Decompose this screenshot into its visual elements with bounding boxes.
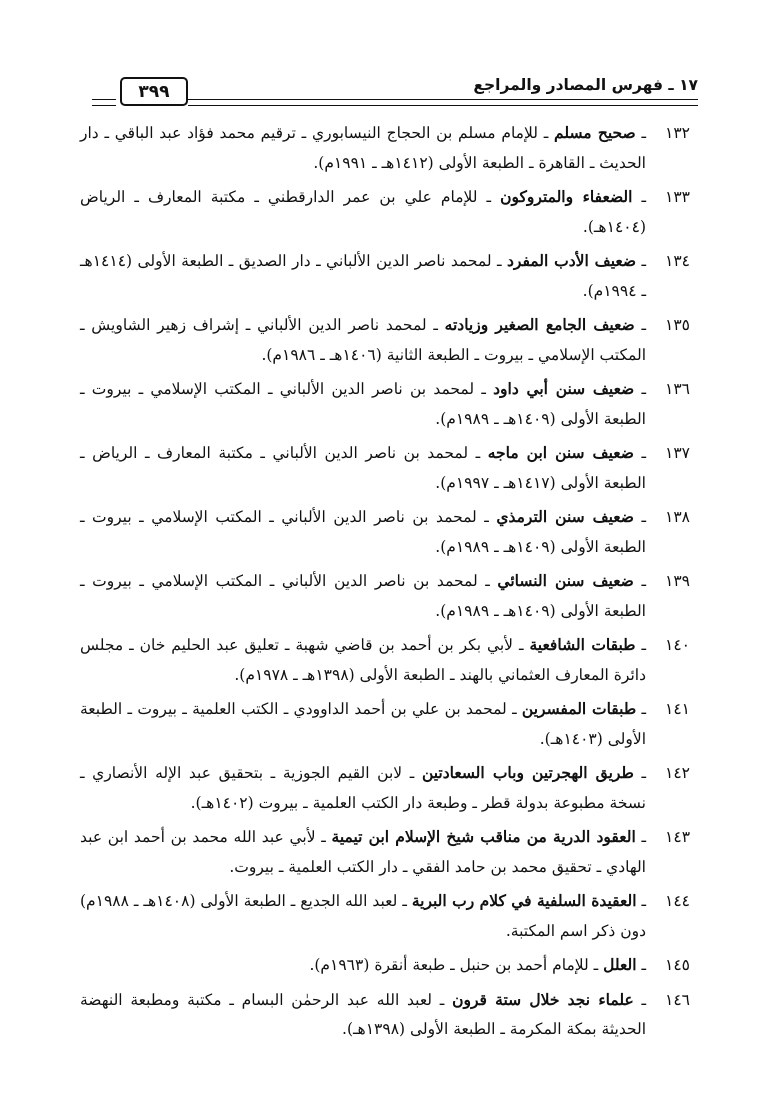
entry-details: للإمام مسلم بن الحجاج النيسابوري ـ ترقيم محمد فؤاد عبد الباقي ـ دار الحديث ـ القاهرة ـ الطبعة الأولى (١٤١٢هـ ـ ١٩٩١م). bbox=[80, 124, 646, 172]
entry-details: للإمام أحمد بن حنبل ـ طبعة أنقرة (١٩٦٣م). bbox=[309, 956, 589, 974]
entry-separator: ـ bbox=[477, 572, 498, 590]
entry-details: لمحمد بن ناصر الدين الألباني ـ المكتب الإسلامي ـ بيروت ـ الطبعة الأولى (١٤٠٩هـ ـ ١٩٨٩م). bbox=[80, 508, 646, 556]
entry-number: ١٣٨ bbox=[665, 508, 690, 526]
entry-title: طبقات الشافعية bbox=[529, 635, 636, 654]
entry-separator: ـ bbox=[513, 636, 530, 654]
header-double-rule bbox=[188, 99, 698, 106]
entry-separator: ـ bbox=[632, 188, 647, 206]
bibliography-entry bbox=[80, 694, 690, 754]
entry-separator: ـ bbox=[636, 700, 647, 718]
entry-title: ضعيف سنن النسائي bbox=[497, 571, 634, 590]
entry-title: ضعيف سنن ابن ماجه bbox=[487, 443, 634, 462]
bibliography-entry bbox=[80, 246, 690, 306]
entry-title: العقود الدرية من مناقب شيخ الإسلام ابن تيمية bbox=[331, 827, 636, 846]
entry-number: ١٣٩ bbox=[665, 572, 690, 590]
entry-number: ١٣٣ bbox=[665, 188, 691, 206]
entry-details: لأبي بكر بن أحمد بن قاضي شهبة ـ تعليق عبد الحليم خان ـ مجلس دائرة المعارف العثماني بالهند ـ الطبعة الأولى (١٣٩٨هـ ـ ١٩٧٨م). bbox=[80, 636, 646, 684]
entry-separator: ـ bbox=[633, 764, 646, 782]
entry-separator: ـ bbox=[588, 956, 604, 974]
entry-title: طبقات المفسرين bbox=[521, 699, 637, 718]
bibliography-entry bbox=[80, 630, 690, 690]
entry-number: ١٤٣ bbox=[665, 828, 691, 846]
entry-separator: ـ bbox=[634, 316, 646, 334]
entry-number: ١٤٤ bbox=[665, 892, 691, 910]
entry-details: للإمام علي بن عمر الدارقطني ـ مكتبة المعارف ـ الرياض (١٤٠٤هـ). bbox=[80, 188, 646, 236]
chapter-title: ١٧ ـ فهرس المصادر والمراجع bbox=[473, 76, 698, 94]
bibliography-entry bbox=[80, 118, 690, 178]
entry-details: لمحمد بن ناصر الدين الألباني ـ المكتب الإسلامي ـ بيروت ـ الطبعة الأولى (١٤٠٩هـ ـ ١٩٨٩م). bbox=[80, 572, 646, 620]
bibliography-entry bbox=[80, 758, 690, 818]
entry-title: ضعيف سنن أبي داود bbox=[493, 379, 635, 398]
page-number: ٣٩٩ bbox=[120, 77, 188, 106]
entry-details: لمحمد ناصر الدين الألباني ـ دار الصديق ـ الطبعة الأولى (١٤١٤هـ ـ ١٩٩٤م). bbox=[80, 252, 646, 300]
entry-number: ١٤٢ bbox=[665, 764, 690, 782]
entry-number: ١٤٠ bbox=[665, 636, 691, 654]
entry-number: ١٤٥ bbox=[665, 956, 690, 974]
entry-separator: ـ bbox=[635, 636, 647, 654]
entry-separator: ـ bbox=[635, 124, 647, 142]
entry-number: ١٣٥ bbox=[665, 316, 690, 334]
entry-separator: ـ bbox=[635, 828, 647, 846]
entry-details: لمحمد بن علي بن أحمد الداوودي ـ الكتب العلمية ـ بيروت ـ الطبعة الأولى (١٤٠٣هـ). bbox=[80, 700, 646, 748]
entry-separator: ـ bbox=[537, 124, 555, 142]
entry-title: الضعفاء والمتروكون bbox=[500, 187, 633, 206]
entry-title: ضعيف الجامع الصغير وزيادته bbox=[444, 315, 635, 334]
entry-title: ضعيف الأدب المفرد bbox=[506, 251, 637, 270]
entry-number: ١٣٤ bbox=[665, 252, 690, 270]
entry-title: العلل bbox=[603, 955, 637, 974]
entry-details: لعبد الله عبد الرحمٰن البسام ـ مكتبة ومطبعة النهضة الحديثة بمكة المكرمة ـ الطبعة الأولى (١٣٩٨هـ). bbox=[80, 990, 646, 1038]
entry-details: لابن القيم الجوزية ـ بتحقيق عبد الإله الأنصاري ـ نسخة مطبوعة بدولة قطر ـ وطبعة دار الكتب العلمية ـ بيروت (١٤٠٢هـ). bbox=[80, 764, 646, 812]
entry-details: لمحمد ناصر الدين الألباني ـ إشراف زهير الشاويش ـ المكتب الإسلامي ـ بيروت ـ الطبعة الثانية (١٤٠٦هـ ـ ١٩٨٦م). bbox=[80, 316, 646, 364]
entry-separator: ـ bbox=[477, 188, 501, 206]
entry-separator: ـ bbox=[432, 990, 453, 1009]
entry-separator: ـ bbox=[633, 572, 646, 590]
entry-separator: ـ bbox=[476, 508, 497, 526]
bibliography-entry bbox=[80, 182, 690, 242]
header-left-rule bbox=[92, 99, 116, 106]
entry-title: ضعيف سنن الترمذي bbox=[496, 507, 634, 526]
bibliography-entry bbox=[80, 822, 690, 882]
entry-title: علماء نجد خلال ستة قرون bbox=[452, 989, 634, 1009]
entry-separator: ـ bbox=[506, 700, 522, 718]
entry-details: لأبي عبد الله محمد بن أحمد ابن عبد الهادي ـ تحقيق محمد بن حامد الفقي ـ دار الكتب العلمية ـ بيروت. bbox=[80, 828, 646, 876]
bibliography-entry bbox=[80, 502, 690, 562]
entry-details: لمحمد بن ناصر الدين الألباني ـ مكتبة المعارف ـ الرياض ـ الطبعة الأولى (١٤١٧هـ ـ ١٩٩٧م). bbox=[80, 444, 646, 492]
entry-separator: ـ bbox=[636, 892, 647, 910]
entry-number: ١٣٧ bbox=[665, 444, 691, 462]
entry-separator: ـ bbox=[633, 444, 647, 462]
entry-separator: ـ bbox=[633, 990, 647, 1009]
bibliography-entry bbox=[80, 985, 690, 1045]
entry-separator: ـ bbox=[636, 252, 646, 270]
entry-separator: ـ bbox=[468, 444, 488, 462]
entry-title: صحيح مسلم bbox=[554, 123, 636, 142]
entry-separator: ـ bbox=[315, 828, 332, 846]
entry-details: لعبد الله الجديع ـ الطبعة الأولى (١٤٠٨هـ ـ ١٩٨٨م) دون ذكر اسم المكتبة. bbox=[80, 892, 646, 940]
entry-number: ١٤٦ bbox=[665, 990, 691, 1009]
bibliography-entry bbox=[80, 566, 690, 626]
entry-separator: ـ bbox=[634, 380, 647, 398]
entry-separator: ـ bbox=[633, 508, 646, 526]
entry-title: العقيدة السلفية في كلام رب البرية bbox=[411, 891, 637, 910]
entry-details: لمحمد بن ناصر الدين الألباني ـ المكتب الإسلامي ـ بيروت ـ الطبعة الأولى (١٤٠٩هـ ـ ١٩٨٩م). bbox=[80, 380, 646, 428]
bibliography-list bbox=[80, 118, 690, 1049]
bibliography-entry bbox=[80, 886, 690, 946]
entry-separator: ـ bbox=[491, 252, 507, 270]
bibliography-entry bbox=[80, 950, 690, 981]
entry-number: ١٤١ bbox=[665, 700, 691, 718]
entry-number: ١٣٢ bbox=[665, 124, 691, 142]
page-header bbox=[92, 72, 698, 112]
entry-number: ١٣٦ bbox=[665, 380, 691, 398]
entry-separator: ـ bbox=[426, 316, 445, 334]
bibliography-entry bbox=[80, 438, 690, 498]
bibliography-entry bbox=[80, 374, 690, 434]
entry-separator: ـ bbox=[636, 956, 646, 974]
entry-title: طريق الهجرتين وباب السعادتين bbox=[421, 763, 634, 782]
entry-separator: ـ bbox=[474, 380, 494, 398]
entry-separator: ـ bbox=[397, 892, 412, 910]
entry-separator: ـ bbox=[402, 764, 422, 782]
bibliography-entry bbox=[80, 310, 690, 370]
